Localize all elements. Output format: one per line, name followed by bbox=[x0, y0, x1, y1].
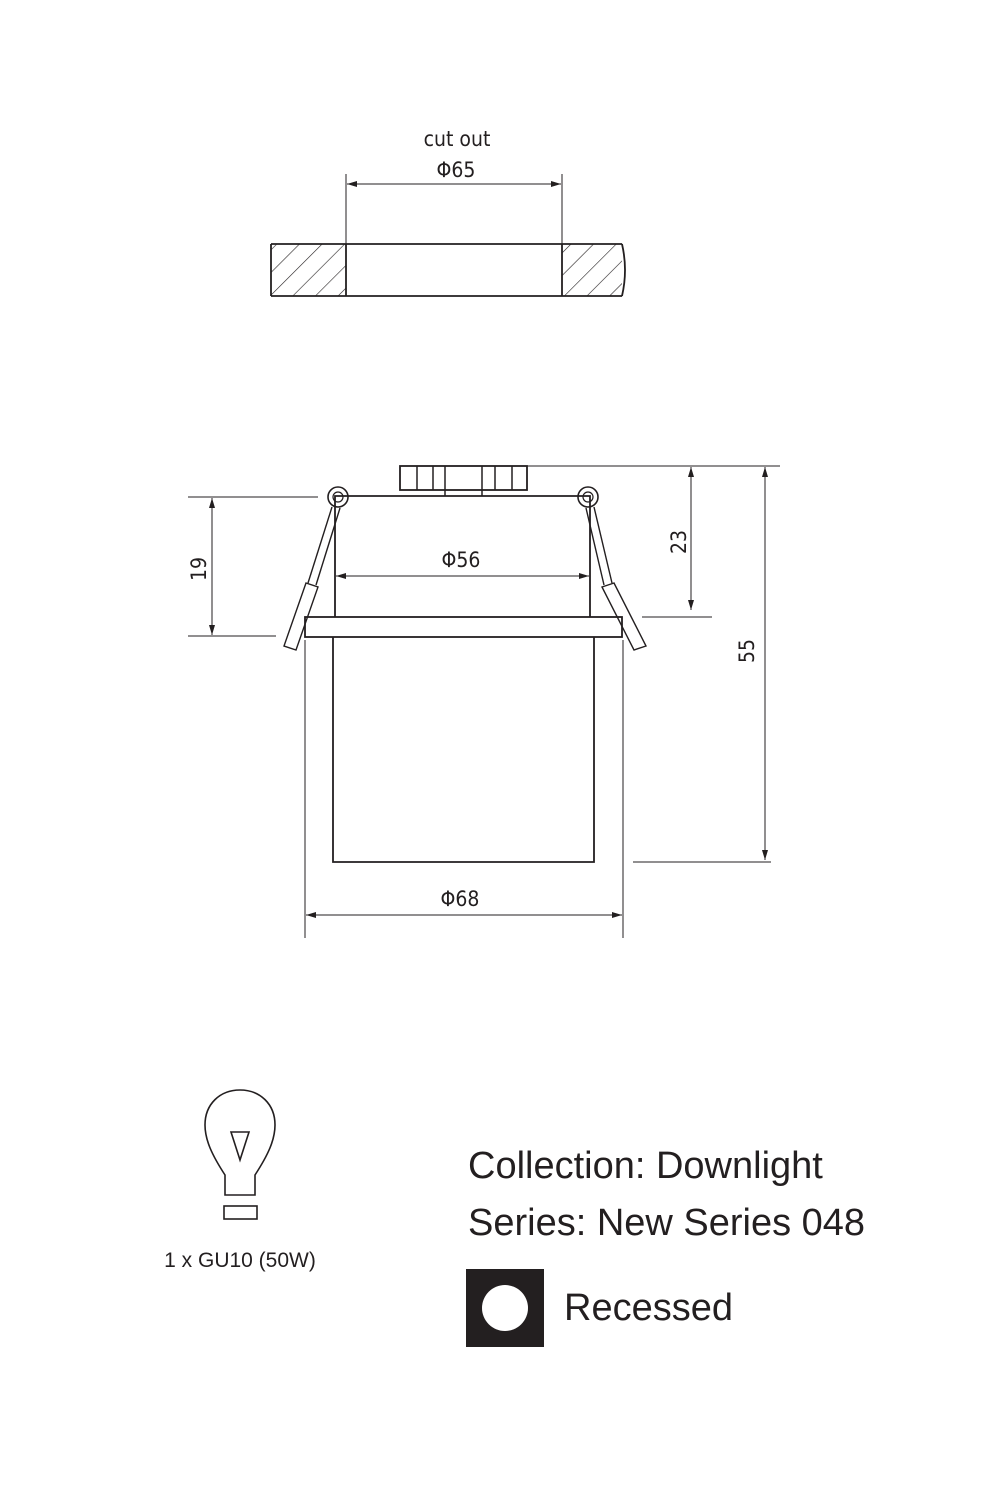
trim-flange bbox=[305, 617, 622, 637]
collection-label: Collection: Downlight bbox=[468, 1145, 823, 1187]
top-connector bbox=[400, 466, 527, 496]
mounting-type bbox=[466, 1268, 733, 1348]
inner-diameter-label: Φ56 bbox=[441, 548, 481, 572]
recessed-icon bbox=[466, 1269, 544, 1347]
cutout-diameter: Φ65 bbox=[436, 158, 476, 182]
height19-label: 19 bbox=[187, 556, 211, 582]
cutout-section bbox=[271, 127, 625, 296]
outer-diameter-label: Φ68 bbox=[440, 887, 480, 911]
recessed-dot bbox=[482, 1285, 528, 1331]
series-label: Series: New Series 048 bbox=[468, 1202, 866, 1244]
bulb-icon bbox=[205, 1090, 275, 1219]
lamp-spec: 1 x GU10 (50W) bbox=[164, 1249, 316, 1272]
cutout-label: cut out bbox=[423, 127, 491, 151]
height55-label: 55 bbox=[735, 638, 759, 664]
height23-label: 23 bbox=[667, 529, 691, 555]
fixture-side-view bbox=[187, 466, 780, 938]
lower-body bbox=[333, 637, 594, 862]
ceiling-break-right bbox=[622, 244, 625, 296]
spring-clip-right bbox=[578, 487, 646, 650]
ceiling-hatch-left bbox=[271, 244, 346, 296]
spring-clip-left bbox=[284, 487, 348, 650]
mounting-label: Recessed bbox=[564, 1286, 733, 1329]
ceiling-hatch-right bbox=[562, 244, 622, 296]
